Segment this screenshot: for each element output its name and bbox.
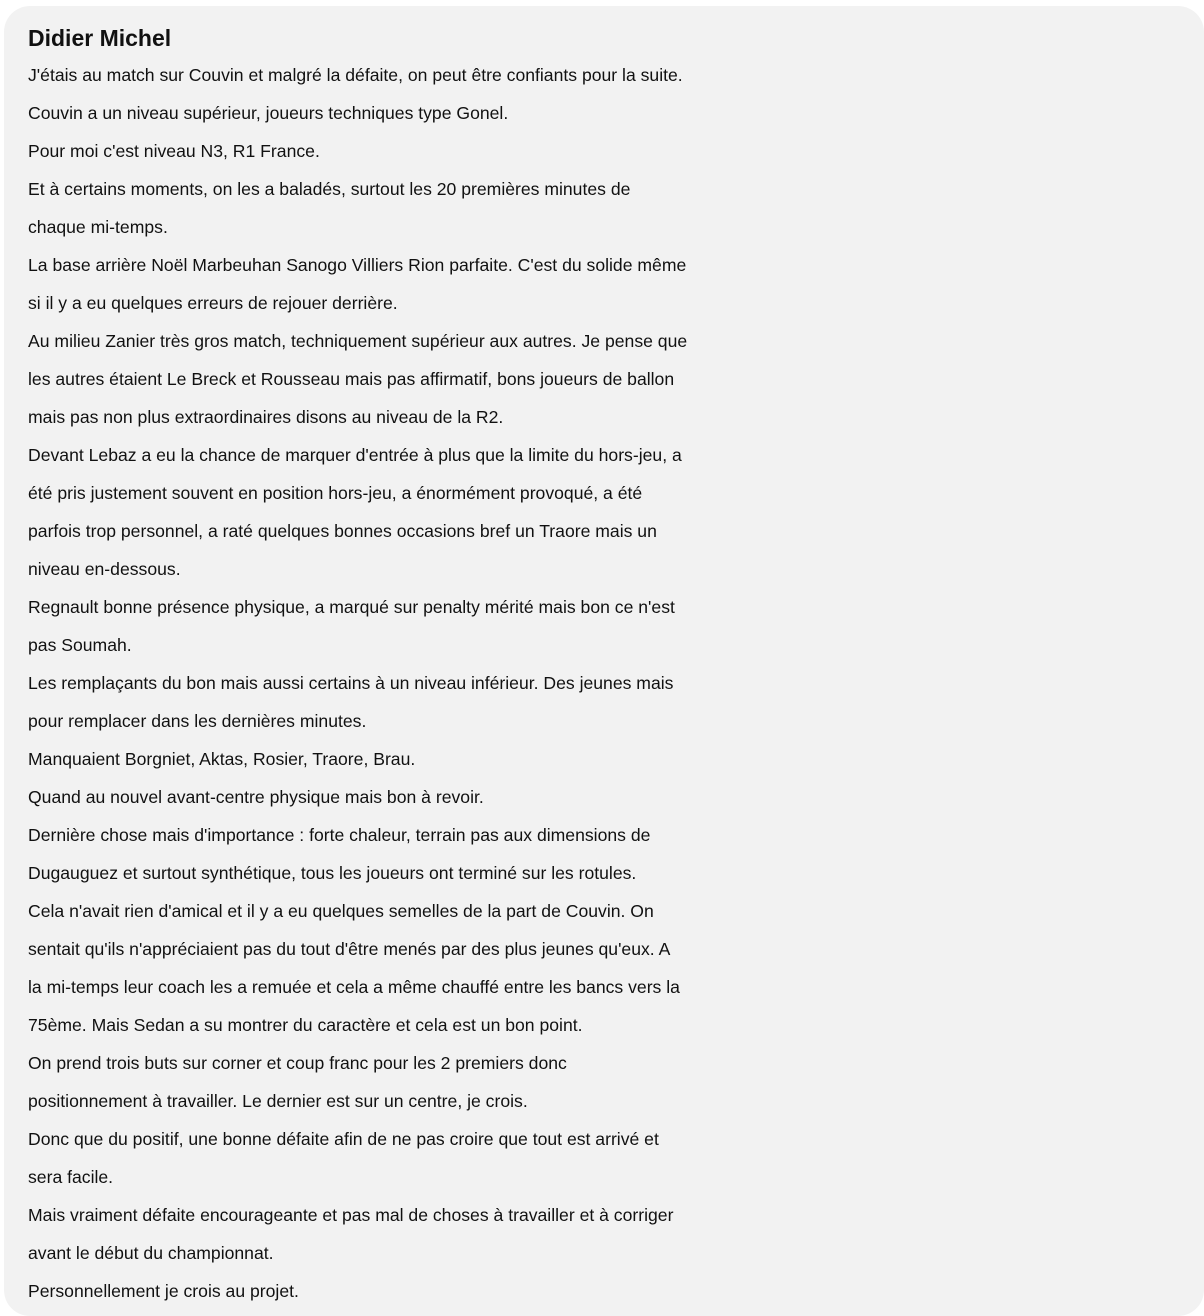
comment-line: Cela n'avait rien d'amical et il y a eu quelques semelles de la part de Couvin. On <box>28 901 654 921</box>
comment-line: parfois trop personnel, a raté quelques bonnes occasions bref un Traore mais un <box>28 521 657 541</box>
comment-body <box>28 56 1204 1310</box>
comment-line: pas Soumah. <box>28 635 132 655</box>
comment-line: si il y a eu quelques erreurs de rejouer derrière. <box>28 293 398 313</box>
comment-line: sera facile. <box>28 1167 114 1187</box>
comment-line: Et à certains moments, on les a baladés, surtout les 20 premières minutes de <box>28 179 631 199</box>
comment-line: Les remplaçants du bon mais aussi certains à un niveau inférieur. Des jeunes mais <box>28 673 674 693</box>
comment-line: 75ème. Mais Sedan a su montrer du caractère et cela est un bon point. <box>28 1015 583 1035</box>
comment-line: les autres étaient Le Breck et Rousseau mais pas affirmatif, bons joueurs de ballon <box>28 369 675 389</box>
comment-line: On prend trois buts sur corner et coup franc pour les 2 premiers donc <box>28 1053 567 1073</box>
comment-line: Quand au nouvel avant-centre physique mais bon à revoir. <box>28 787 484 807</box>
comment-line: pour remplacer dans les dernières minutes. <box>28 711 367 731</box>
comment-line: niveau en-dessous. <box>28 559 181 579</box>
comment-line: chaque mi-temps. <box>28 217 168 237</box>
comment-line: Au milieu Zanier très gros match, techniquement supérieur aux autres. Je pense que <box>28 331 688 351</box>
comment-line: Pour moi c'est niveau N3, R1 France. <box>28 141 320 161</box>
comment-line: Personnellement je crois au projet. <box>28 1281 299 1301</box>
comment-line: positionnement à travailler. Le dernier est sur un centre, je crois. <box>28 1091 528 1111</box>
comment-author[interactable]: Didier Michel <box>28 25 172 51</box>
comment-line: Mais vraiment défaite encourageante et pas mal de choses à travailler et à corriger <box>28 1205 674 1225</box>
comment-line: Regnault bonne présence physique, a marqué sur penalty mérité mais bon ce n'est <box>28 597 675 617</box>
comment-line: Manquaient Borgniet, Aktas, Rosier, Traore, Brau. <box>28 749 416 769</box>
comment-line: été pris justement souvent en position hors-jeu, a énormément provoqué, a été <box>28 483 643 503</box>
comment-line: La base arrière Noël Marbeuhan Sanogo Villiers Rion parfaite. C'est du solide même <box>28 255 687 275</box>
comment-line: Dernière chose mais d'importance : forte chaleur, terrain pas aux dimensions de <box>28 825 651 845</box>
comment-line: avant le début du championnat. <box>28 1243 274 1263</box>
comment-bubble <box>4 6 1204 1316</box>
comment-line: Donc que du positif, une bonne défaite afin de ne pas croire que tout est arrivé et <box>28 1129 659 1149</box>
comment-line: Dugauguez et surtout synthétique, tous les joueurs ont terminé sur les rotules. <box>28 863 637 883</box>
comment-line: mais pas non plus extraordinaires disons au niveau de la R2. <box>28 407 504 427</box>
comment-line: J'étais au match sur Couvin et malgré la défaite, on peut être confiants pour la suite. <box>28 65 683 85</box>
comment-line: la mi-temps leur coach les a remuée et cela a même chauffé entre les bancs vers la <box>28 977 680 997</box>
comment-line: Couvin a un niveau supérieur, joueurs techniques type Gonel. <box>28 103 509 123</box>
comment-line: sentait qu'ils n'appréciaient pas du tout d'être menés par des plus jeunes qu'eux. A <box>28 939 671 959</box>
comment-line: Devant Lebaz a eu la chance de marquer d'entrée à plus que la limite du hors-jeu, a <box>28 445 682 465</box>
